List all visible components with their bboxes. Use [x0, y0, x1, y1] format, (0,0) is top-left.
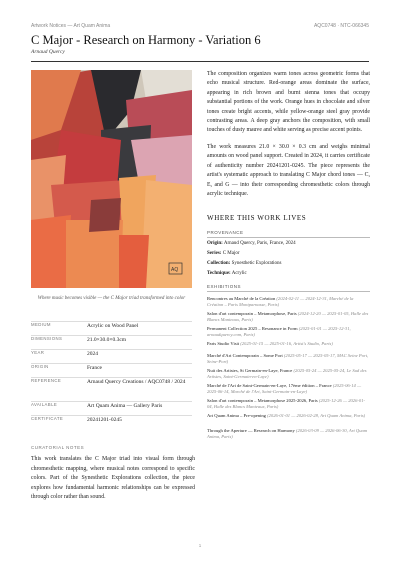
- exhibition-item: Art Quam Anima – Pre-opening (2026-01-01 — 2026-02-28, Art Quam Anima, Paris): [207, 413, 366, 418]
- exhibition-item: Marché d'Art Contemporain – Some Port (2025-05-17 — 2025-05-17, MAC Seine Port, Seine-Port): [207, 353, 369, 365]
- curatorial-notes-label: CURATORIAL NOTES: [31, 445, 85, 450]
- meta-row: [31, 402, 192, 416]
- works-heading: WHERE THIS WORK LIVES: [207, 214, 307, 222]
- exhibition-item: Salon d'art contemporain – Metamorphose, Paris (2024-12-20 — 2025-01-05, Halle des Blancs Manteaux, Paris): [207, 311, 369, 323]
- exhibition-item: Rencontres au Marché de la Création (2024-02-11 — 2024-12-31, Marché de la Création – Paris Montparnasse, Paris): [207, 296, 354, 308]
- exhibition-item: Through the Aperture — Research on Harmony (2026-03-09 — 2026-06-30, Art Quam Anima, Paris): [207, 428, 368, 440]
- artwork-image: [31, 70, 192, 288]
- meta-value: 20241201-0245: [87, 416, 192, 430]
- abstract-painting: [31, 70, 192, 288]
- meta-key: CERTIFICATE: [31, 416, 87, 430]
- reference-code: AQC0748 · NTC-066345: [313, 23, 369, 29]
- image-caption: Where music becomes visible — the C Major triad transformed into color: [37, 296, 186, 301]
- exhibition-item: Salon d'art contemporain – Metamorphose 2025-2026, Paris (2025-12-26 — 2026-01-04, Halle des Blancs Manteaux, Paris): [207, 398, 366, 410]
- meta-row: [31, 322, 192, 336]
- meta-row: [31, 378, 192, 402]
- top-bar: [31, 23, 369, 33]
- meta-value: Art Quam Anima — Gallery Paris: [87, 402, 192, 416]
- artist-name: Arnaud Quercy: [31, 49, 65, 55]
- curatorial-notes-text: This work translates the C Major triad into visual form through chromesthetic mapping, where musical notes correspond to specific colors. Part of the Synesthetic Explorations collection, the piece explores how fundamental harmonic relationships can be expressed through color rather than sound.: [31, 456, 195, 500]
- description-paragraph: The composition organizes warm tones across geometric forms that echo musical structure. Red-orange areas dominate the surface, appearing in rich brown and burnt sienna tones that occupy substantial portions of the work. Orange hues in chocolate and silver tones create bright accents, while yellow-orange steel gray provide contrasting areas. A deep gray anchors the composition, with small touches of dusty mauve and white serving as precise accent points.: [207, 71, 370, 134]
- title-divider: [31, 61, 369, 62]
- provenance-label: PROVENANCE: [207, 230, 370, 238]
- description-paragraph: The work measures 21.0 × 30.0 × 0.3 cm and weighs minimal amounts on wood panel support. Created in 2024, it carries certificate of authenticity number 20241201-0245. The piece represents the artist's systematic approach to translating C Major chord tones — C, E, and G — into their corresponding chromesthetic colors through acrylic technique.: [207, 144, 370, 198]
- provenance-line: Series: C Major: [207, 251, 240, 256]
- page-number: 1: [198, 543, 202, 548]
- meta-value: 21.0×30.0×0.3cm: [87, 336, 192, 350]
- meta-row: [31, 416, 192, 430]
- breadcrumb: Artwork Notices — Art Quam Anima: [31, 23, 111, 29]
- meta-key: DIMENSIONS: [31, 336, 87, 350]
- page-title: C Major - Research on Harmony - Variation 6: [31, 33, 261, 47]
- metadata-table: [31, 321, 192, 430]
- meta-key: REFERENCE: [31, 378, 87, 402]
- provenance-line: Collection: Synesthetic Explorations: [207, 261, 282, 266]
- signature-mark: AQ: [171, 267, 179, 273]
- meta-row: [31, 350, 192, 364]
- meta-row: [31, 336, 192, 350]
- exhibition-item: Nuit des Artistes, St Germain-en-Laye, France (2025-05-24 — 2025-05-24, Le Sud des Artistes, Saint-Germain-en-Laye): [207, 368, 367, 380]
- meta-key: AVAILABLE: [31, 402, 87, 416]
- exhibition-item: Marché de l'Art de Saint-Germain-en-Laye, 17ème édition – France (2025-06-14 — 2025-06-14, Marché de l'Art, Saint-Germain-en-Laye): [207, 383, 362, 395]
- meta-value: Acrylic on Wood Panel: [87, 322, 192, 336]
- meta-key: ORIGIN: [31, 364, 87, 378]
- exhibitions-label: EXHIBITIONS: [207, 284, 370, 292]
- meta-key: MEDIUM: [31, 322, 87, 336]
- meta-value: 2024: [87, 350, 192, 364]
- meta-key: YEAR: [31, 350, 87, 364]
- exhibition-item: Permanent Collection 2025 – Resonance in Form (2025-01-01 — 2025-12-31, arnaudquercy.com, Paris): [207, 326, 351, 338]
- meta-value: France: [87, 364, 192, 378]
- meta-row: [31, 364, 192, 378]
- provenance-line: Technique: Acrylic: [207, 271, 247, 276]
- meta-value: Arnaud Quercy Creations / AQC0748 / 2024: [87, 378, 192, 402]
- exhibition-item: Paris Studio Visit (2025-01-15 — 2025-01-16, Artist's Studio, Paris): [207, 341, 333, 346]
- provenance-line: Origin: Arnaud Quercy, Paris, France, 2024: [207, 241, 296, 246]
